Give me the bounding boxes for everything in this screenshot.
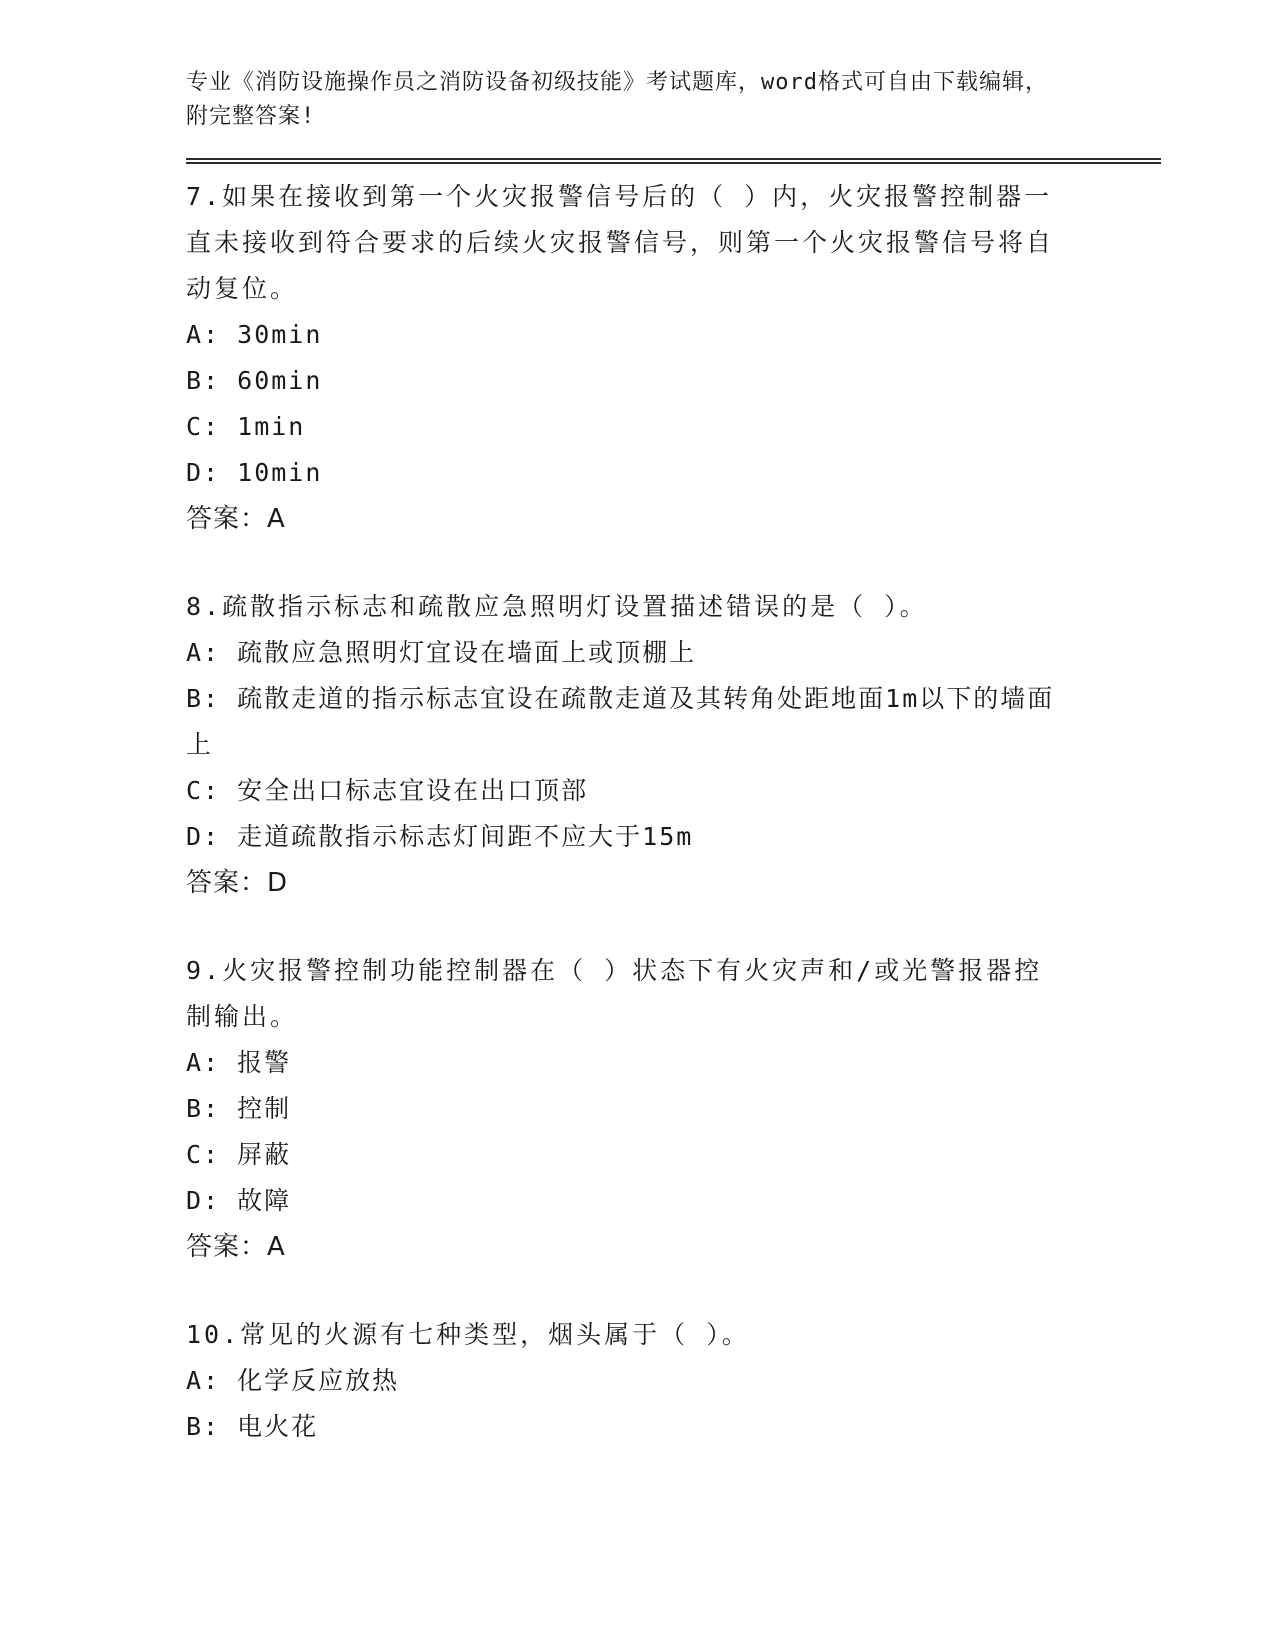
option-d: D: 10min [186,458,323,487]
header-divider [186,158,1161,164]
option-d: D: 走道疏散指示标志灯间距不应大于15m [186,822,694,851]
answer-text: 答案：A [186,1232,286,1262]
option-c: C: 1min [186,412,306,441]
option-b: B: 疏散走道的指示标志宜设在疏散走道及其转角处距地面1m以下的墙面上 [186,684,1055,759]
question-spacer [186,906,1161,948]
question-7 [186,174,1066,542]
option-b: B: 60min [186,366,323,395]
question-spacer [186,1270,1161,1312]
question-stem: 7.如果在接收到第一个火灾报警信号后的（ ）内，火灾报警控制器一直未接收到符合要求的后续火灾报警信号，则第一个火灾报警信号将自动复位。 [186,182,1055,303]
question-stem: 9.火灾报警控制功能控制器在（ ）状态下有火灾声和/或光警报器控制输出。 [186,956,1043,1031]
option-a: A: 报警 [186,1048,292,1077]
question-stem: 10.常见的火源有七种类型，烟头属于（ ）。 [186,1320,750,1349]
option-b: B: 电火花 [186,1412,319,1441]
option-c: C: 安全出口标志宜设在出口顶部 [186,776,589,805]
question-10 [186,1312,1066,1450]
question-9 [186,948,1066,1270]
question-stem: 8.疏散指示标志和疏散应急照明灯设置描述错误的是（ ）。 [186,592,928,621]
question-8 [186,584,1066,906]
option-a: A: 化学反应放热 [186,1366,400,1395]
document-header: 专业《消防设施操作员之消防设备初级技能》考试题库，word格式可自由下载编辑，附完整答案! [186,70,1048,129]
question-spacer [186,542,1161,584]
divider-line-top [186,158,1161,160]
answer-text: 答案：D [186,868,289,898]
divider-line-bottom [186,162,1161,164]
option-d: D: 故障 [186,1186,292,1215]
answer-text: 答案：A [186,504,286,534]
option-a: A: 疏散应急照明灯宜设在墙面上或顶棚上 [186,638,697,667]
document-page [186,66,1161,1450]
option-b: B: 控制 [186,1094,292,1123]
option-c: C: 屏蔽 [186,1140,292,1169]
option-a: A: 30min [186,320,323,349]
